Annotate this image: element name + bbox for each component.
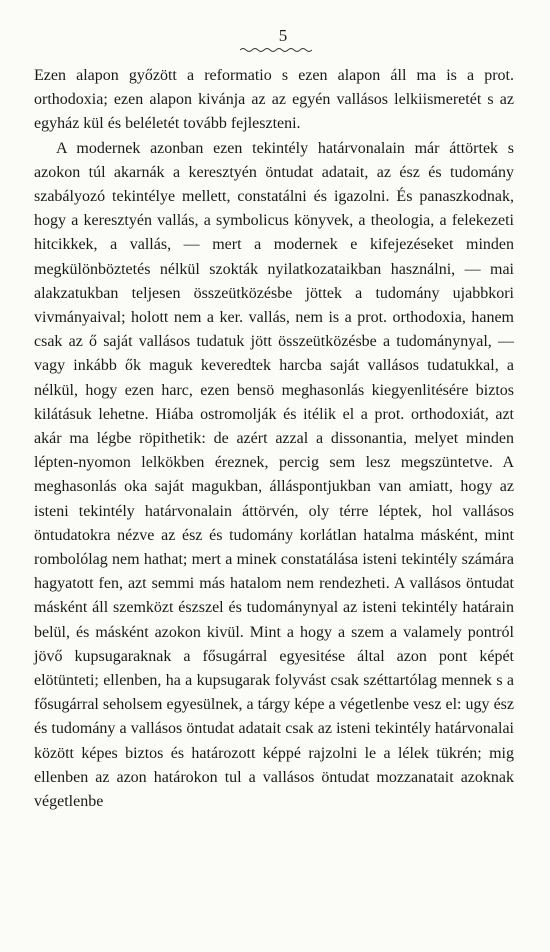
body-text [34,64,514,814]
page-number: 5 [278,26,288,45]
wavy-rule-ornament [240,46,312,54]
paragraph: Ezen alapon győzött a reformatio s ezen alapon áll ma is a prot. orthodoxia; ezen alapon kivánja az az egyén vallásos lelkiismeretét s az egyház kül és beléletét tovább fejleszteni. [34,67,514,133]
paragraph: A modernek azonban ezen tekintély határvonalain már áttörtek s azokon túl akarnák a keresztyén öntudat adatait, az ész és tudomány szabályozó tekintélye mellett, constatálni és igazolni. És panaszkodnak, hogy a keresztyén vallás, a symbolicus könyvek, a theologia, a felekezeti hitcikkek, a vallás, — mert a modernek e kifejezéseket minden megkülönböztetés nélkül szokták nyilatkozataikban használni, — mai alakzatukban teljesen összeütközésbe jöttek a tudomány ujabbkori vivmányaival; holott nem a ker. vallás, nem is a prot. orthodoxia, hanem csak az ő saját vallásos tudatuk jött összeütközésbe a tudománynyal, — vagy inkább ők maguk keveredtek harcba saját vallásos tudatukkal, a nélkül, hogy ezen harc, ezen bensö meghasonlás kiegyenlitésére biztos kilátásuk lehetne. Hiába ostromolják és itélik el a prot. orthodoxiát, azt akár ma légbe röpithetik: de azért azzal a dissonantia, melyet minden lépten-nyomon lelkökben éreznek, percig sem lesz megszüntetve. A meghasonlás oka saját magukban, álláspontjukban van amiatt, hogy az isteni tekintély határvonalain áttörvén, oly térre léptek, hol vallásos öntudatokra nézve az ész és tudomány korlátlan hatalma másként, mint rombolólag nem hathat; mert a minek constatálása isteni tekintély számára hagyatott fen, azt semmi más hatalom nem rendezheti. A vallásos öntudat másként áll szemközt észszel és tudománynyal az isteni tekintély határain belül, és másként azokon kivül. Mint a hogy a szem a valamely pontról jövő kupsugaraknak a fősugárral egyesitése által azon pont képét elötünteti; ellenben, ha a kupsugarak folyvást csak széttartólag mennek s a fősugárral seholsem egyesülnek, a tárgy képe a végetlenbe vesz el: ugy ész és tudomány a vallásos öntudat adatait csak az isteni tekintély határvonalai között képes biztos és határozott képpé rajzolni le a lélek tükrén; mig ellenben az azon határokon tul a vallásos öntudat mozzanatait azoknak végetlenbe [34,139,514,811]
